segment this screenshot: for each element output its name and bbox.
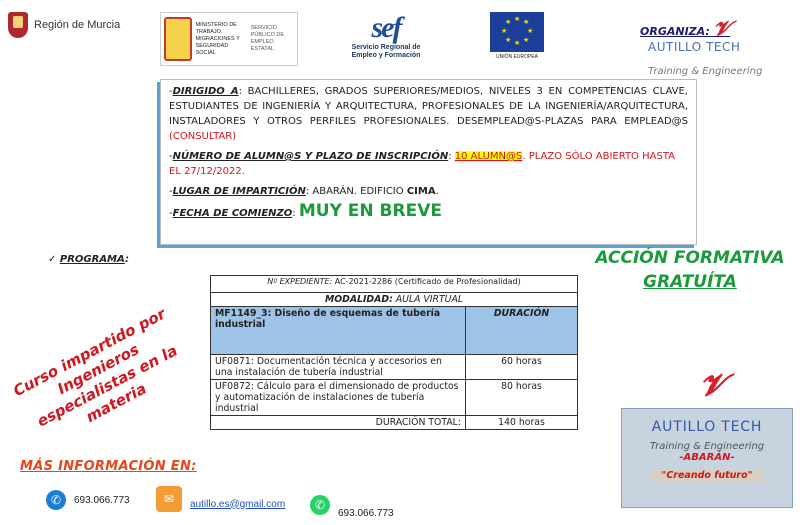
total-label: DURACIÓN TOTAL: <box>211 416 466 430</box>
mas-informacion-heading: MÁS INFORMACIÓN EN: <box>20 459 197 474</box>
dirigido-paragraph: -DIRIGIDO A: BACHILLERES, GRADOS SUPERIORES/MEDIOS, NIVELES 3 EN COMPETENCIAS CLAVE, ESTUDIANTES DE INGENIERÍA Y ARQUITECTURA, PROFESIONALES DE LA INGENIERÍA/ARQUITECTURA, INSTALADORES Y OTROS PERFILES PROFESIONALES. DESEMPLEAD@S-PLAZAS PARA EMPLEAD@S (CONSULTAR) <box>169 86 688 142</box>
programa-heading: ✓ PROGRAMA: <box>48 254 129 265</box>
accion-line-1: ACCIÓN FORMATIVA <box>595 248 785 268</box>
email-contact[interactable] <box>156 486 285 512</box>
fecha-value: MUY EN BREVE <box>298 201 442 221</box>
murcia-shield-icon <box>8 12 28 38</box>
card-tagline: Training & Engineering <box>649 441 765 452</box>
murcia-logo-text: Región de Murcia <box>34 19 121 31</box>
organiza-company: AUTILLO TECH <box>648 40 741 54</box>
numero-paragraph: -NÚMERO DE ALUMN@S Y PLAZO DE INSCRIPCIÓN: 10 ALUMN@S. PLAZO SÓLO ABIERTO HASTA EL 27/12/2022. <box>169 151 675 177</box>
lugar-paragraph: -LUGAR DE IMPARTICIÓN: ABARÁN. EDIFICIO CIMA. <box>169 186 439 197</box>
info-box <box>160 79 697 245</box>
sef-text-2: Empleo y Formación <box>351 52 421 59</box>
phone-icon: ✆ <box>46 490 66 510</box>
bird-icon: 𝓥 <box>700 368 725 403</box>
card-motto: "Creando futuro" <box>651 470 762 481</box>
dirigido-text: : BACHILLERES, GRADOS SUPERIORES/MEDIOS, NIVELES 3 EN COMPETENCIAS CLAVE, ESTUDIANTES DE INGENIERÍA Y ARQUITECTURA, PROFESIONALES DE LA INGENIERÍA/ARQUITECTURA, INSTALADORES Y OTROS PERFILES PROFESIONALES. DESEMPLEAD@S-PLAZAS PARA EMPLEAD@S <box>169 86 688 127</box>
curso-impartido-text: Curso impartido por Ingenieros especialistas en la materia <box>10 304 181 431</box>
plazo-text: . PLAZO SÓLO ABIERTO HASTA EL 27/12/2022. <box>169 151 675 177</box>
modalidad-label: MODALIDAD: <box>324 294 393 305</box>
unit-hours: 80 horas <box>466 380 578 416</box>
table-row <box>211 355 578 380</box>
modalidad-value: AULA VIRTUAL <box>395 294 464 305</box>
programa-table <box>210 275 578 430</box>
table-row-modalidad <box>211 293 578 307</box>
organiza-label <box>640 16 730 40</box>
phone-number[interactable]: 693.066.773 <box>74 494 130 506</box>
lugar-label: LUGAR DE IMPARTICIÓN <box>172 186 306 197</box>
organiza-tagline: Training & Engineering <box>648 66 763 77</box>
expediente-label: Nº EXPEDIENTE: <box>267 277 333 286</box>
module-title: MF1149_3: Diseño de esquemas de tubería industrial <box>211 307 466 355</box>
lugar-text: : ABARÁN. EDIFICIO <box>305 186 407 197</box>
consultar-text: (CONSULTAR) <box>169 131 237 142</box>
organiza-text: ORGANIZA: <box>640 25 710 38</box>
card-place: -ABARÁN- <box>679 452 735 463</box>
table-row <box>211 380 578 416</box>
ministerio-logo <box>160 12 298 66</box>
whatsapp-icon: ✆ <box>310 495 330 515</box>
ministerio-text: MINISTERIO DE TRABAJO, MIGRACIONES Y SEGURIDAD SOCIAL <box>195 21 240 56</box>
lugar-cima: CIMA <box>406 186 436 197</box>
check-icon: ✓ <box>48 254 57 265</box>
unit-name: UF0871: Documentación técnica y accesorios en una instalación de tubería industrial <box>211 355 466 380</box>
table-row-total <box>211 416 578 430</box>
whatsapp-contact[interactable] <box>310 490 394 519</box>
table-row-expediente <box>211 276 578 293</box>
total-value: 140 horas <box>466 416 578 430</box>
email-link[interactable]: autillo.es@gmail.com <box>190 498 286 510</box>
expediente-value: AC-2021-2286 (Certificado de Profesionalidad) <box>334 277 521 286</box>
sepe-text: SERVICIO PÚBLICO DE EMPLEO ESTATAL <box>250 25 285 52</box>
bird-icon: 𝓥 <box>713 16 731 40</box>
accion-formativa <box>588 246 792 294</box>
sef-mark: sef <box>371 11 401 44</box>
mail-icon: ✉ <box>156 486 182 512</box>
fecha-paragraph: -FECHA DE COMIENZO: MUY EN BREVE <box>169 201 442 221</box>
sef-logo <box>338 12 434 60</box>
dirigido-label: DIRIGIDO A <box>172 86 239 97</box>
autillo-card <box>621 408 793 508</box>
region-murcia-logo <box>8 12 120 38</box>
whatsapp-number[interactable]: 693.066.773 <box>338 508 394 519</box>
phone-contact[interactable] <box>46 490 130 510</box>
numero-value: 10 ALUMN@S <box>454 151 523 162</box>
accion-line-2: GRATUÍTA <box>643 272 737 292</box>
eu-flag-icon: ★ ★ ★ ★ ★ ★ ★ ★ <box>490 12 544 52</box>
unit-name: UF0872: Cálculo para el dimensionado de productos y automatización de instalaciones de tubería industrial <box>211 380 466 416</box>
eu-logo <box>490 12 544 60</box>
unit-hours: 60 horas <box>466 355 578 380</box>
spain-coat-of-arms-icon <box>164 17 192 61</box>
sef-text-1: Servicio Regional de <box>351 44 421 51</box>
duracion-header: DURACIÓN <box>466 307 578 355</box>
eu-text: UNIÓN EUROPEA <box>496 54 538 60</box>
numero-label: NÚMERO DE ALUMN@S Y PLAZO DE INSCRIPCIÓN <box>172 151 449 162</box>
programa-label: PROGRAMA <box>59 254 125 265</box>
fecha-label: FECHA DE COMIENZO <box>172 208 293 219</box>
card-company: AUTILLO TECH <box>651 419 763 435</box>
table-row-header <box>211 307 578 355</box>
